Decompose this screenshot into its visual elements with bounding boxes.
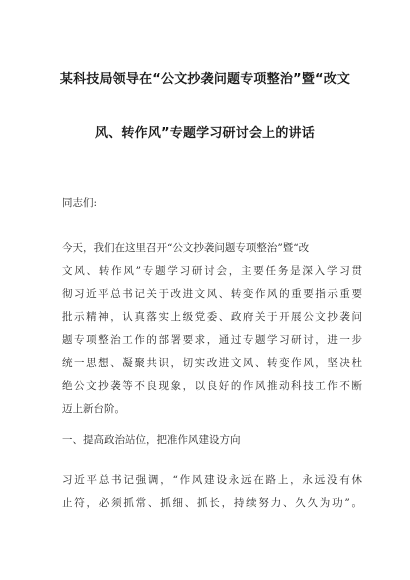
paragraph-1-line-2: 文风、转作风”专题学习研讨会，主要任务是深入学习贯 xyxy=(62,265,362,277)
paragraph-1-line-3: 彻习近平总书记关于改进文风、转变作风的重要指示重要 xyxy=(62,288,362,300)
document-title-line-1: 某科技局领导在“公文抄袭问题专项整治”暨“改文 xyxy=(59,72,351,87)
paragraph-1-line-5: 题专项整治工作的部署要求，通过专题学习研讨，进一步 xyxy=(62,334,362,346)
section-heading-1: 一、提高政治站位，把准作风建设方向 xyxy=(62,434,241,446)
paragraph-2-line-2: 止符，必须抓常、抓细、抓长，持续努力、久久为功”。 xyxy=(62,497,362,509)
document-title-line-2: 风、转作风”专题学习研讨会上的讲话 xyxy=(95,126,315,141)
paragraph-1-line-4: 批示精神，认真落实上级党委、政府关于开展公文抄袭问 xyxy=(62,311,362,323)
paragraph-2-line-1: 习近平总书记强调，“作风建设永远在路上，永远没有休 xyxy=(62,474,362,486)
salutation: 同志们: xyxy=(62,197,98,209)
paragraph-1-line-8: 迈上新台阶。 xyxy=(62,403,125,415)
paragraph-1-line-6: 统一思想、凝聚共识，切实改进文风、转变作风，坚决杜 xyxy=(62,357,362,369)
paragraph-1-line-7: 绝公文抄袭等不良现象，以良好的作风推动科技工作不断 xyxy=(62,380,362,392)
paragraph-1-line-1: 今天，我们在这里召开“公文抄袭问题专项整治”暨“改 xyxy=(62,242,310,254)
